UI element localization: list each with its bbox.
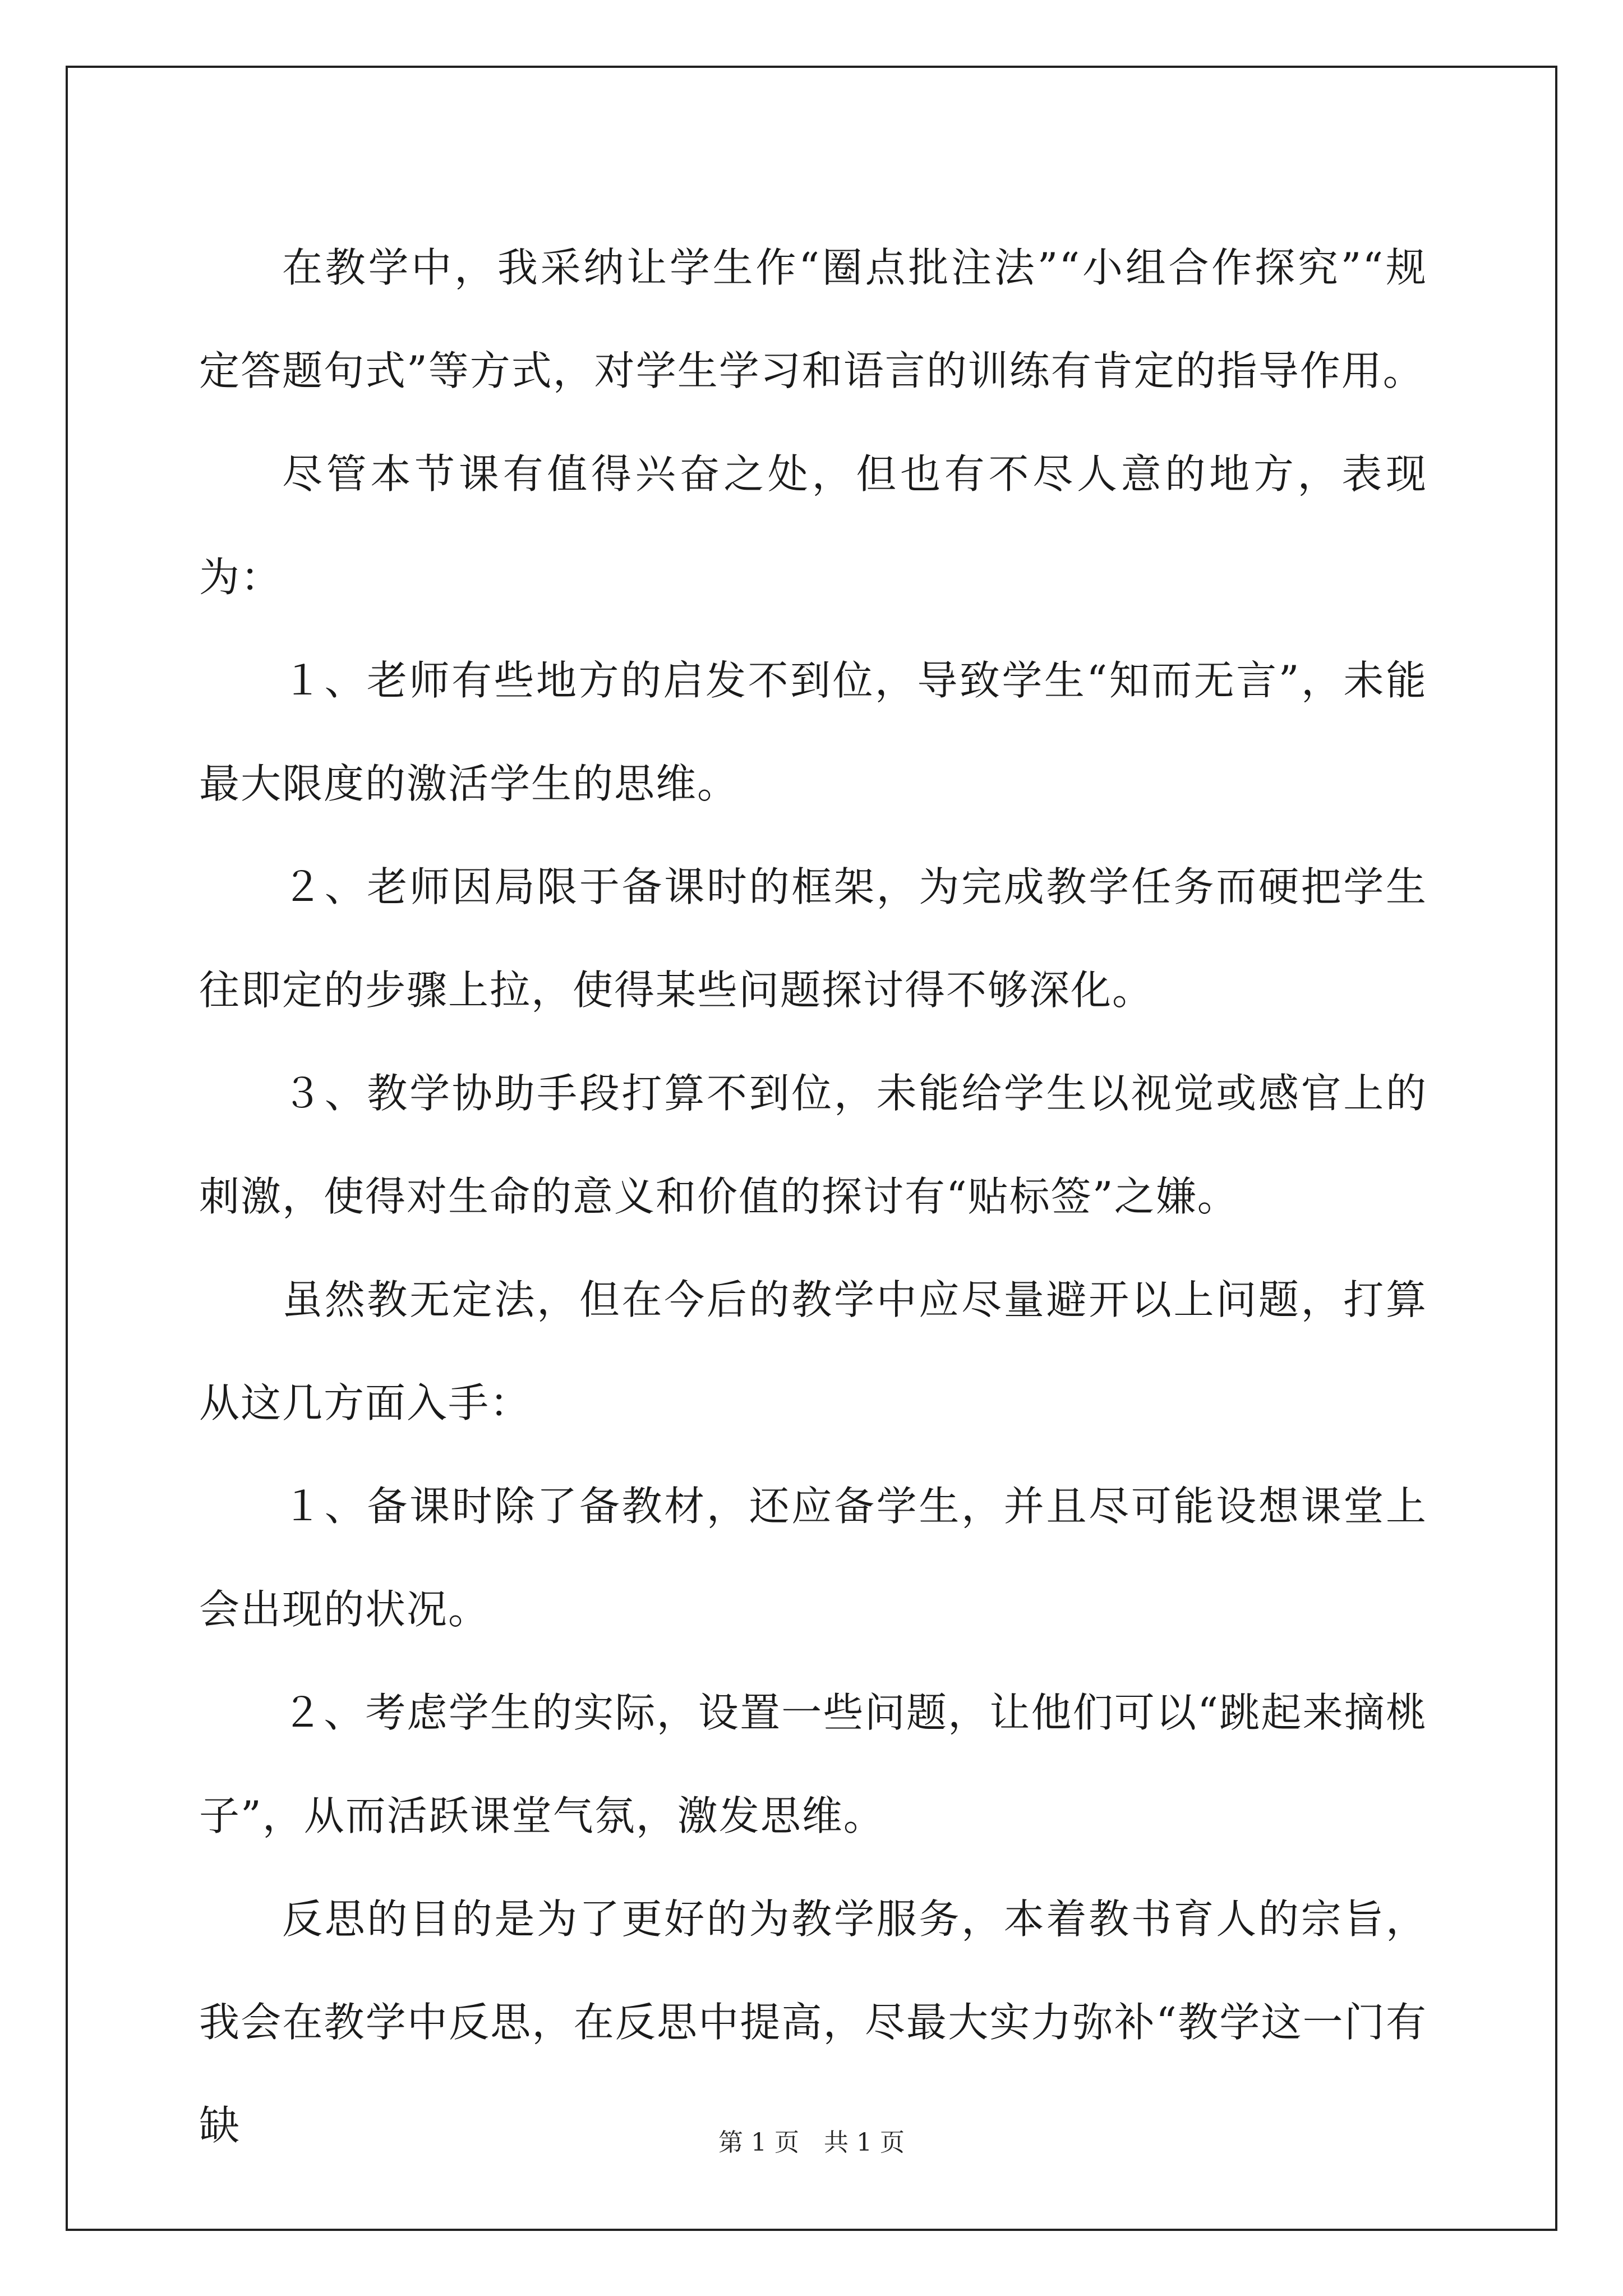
- paragraph-9: 反思的目的是为了更好的为教学服务，本着教书育人的宗旨，我会在教学中反思，在反思中提高，尽最大实力弥补“教学这一门有缺: [199, 1895, 1427, 2149]
- paragraph-1: 在教学中，我采纳让学生作“圈点批注法”“小组合作探究”“规定答题句式”等方式，对学生学习和语言的训练有肯定的指导作用。: [199, 244, 1427, 394]
- document-body: [199, 216, 1427, 2177]
- paragraph-8: ２、考虑学生的实际，设置一些问题，让他们可以“跳起来摘桃子”，从而活跃课堂气氛，激发思维。: [199, 1689, 1427, 1839]
- page-number-footer: 第 1 页 共 1 页: [718, 2128, 905, 2157]
- paragraph-5: ３、教学协助手段打算不到位，未能给学生以视觉或感官上的刺激，使得对生命的意义和价值的探讨有“贴标签”之嫌。: [199, 1070, 1427, 1220]
- paragraph-7: １、备课时除了备教材，还应备学生，并且尽可能设想课堂上会出现的状况。: [199, 1483, 1427, 1633]
- paragraph-3: １、老师有些地方的启发不到位，导致学生“知而无言”，未能最大限度的激活学生的思维。: [199, 657, 1427, 807]
- paragraph-2: 尽管本节课有值得兴奋之处，但也有不尽人意的地方，表现为：: [199, 450, 1427, 601]
- paragraph-6: 虽然教无定法，但在今后的教学中应尽量避开以上问题，打算从这几方面入手：: [199, 1276, 1427, 1427]
- paragraph-4: ２、老师因局限于备课时的框架，为完成教学任务而硬把学生往即定的步骤上拉，使得某些问题探讨得不够深化。: [199, 863, 1427, 1014]
